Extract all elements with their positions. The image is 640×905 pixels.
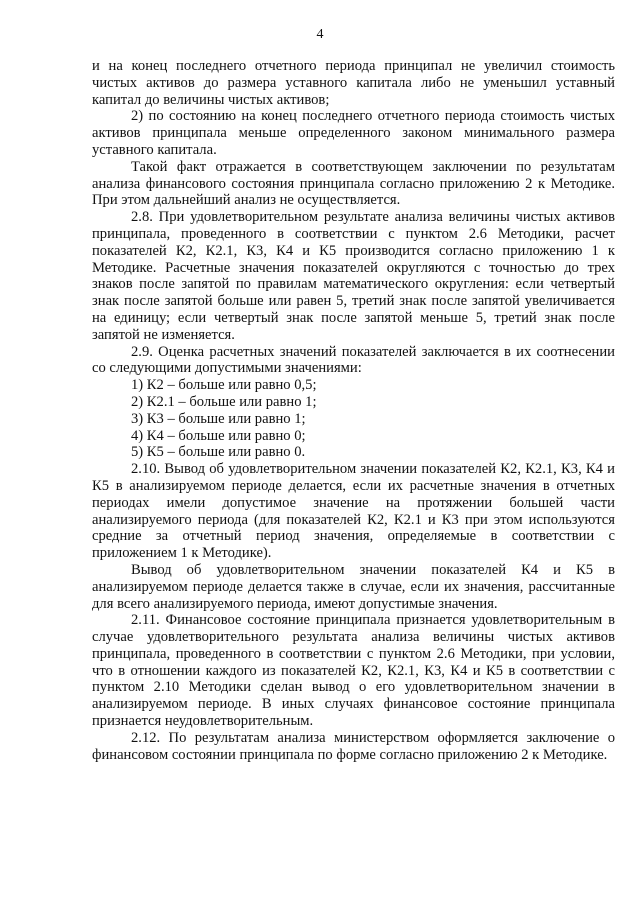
list-item: 4) К4 – больше или равно 0;: [131, 427, 306, 444]
paragraph-item-2: 2) по состоянию на конец последнего отчетного периода стоимость чистых активов принципала меньше определенного законом минимального размера уставного капитала.: [92, 108, 615, 158]
document-body: [92, 58, 615, 763]
list-item: 2) К2.1 – больше или равно 1;: [131, 393, 317, 410]
page-number: 4: [316, 27, 324, 42]
paragraph: Такой факт отражается в соответствующем заключении по результатам анализа финансового состояния принципала согласно приложению 2 к Методике. При этом дальнейший анализ не осуществляется.: [92, 158, 615, 209]
list-item: 1) К2 – больше или равно 0,5;: [131, 377, 317, 394]
paragraph-2-8: 2.8. При удовлетворительном результате анализа величины чистых активов принципала, проведенного в соответствии с пунктом 2.6 Методики, расчет показателей К2, К2.1, К3, К4 и К5 производится согласно приложению 1 к Методике. Расчетные значения показателей округляются с точностью до трех знаков после запятой по правилам математического округления: если четвертый знак после запятой больше или равен 5, третий знак после запятой увеличивается на единицу; если четвертый знак после запятой меньше 5, третий знак после запятой не изменяется.: [92, 209, 615, 343]
paragraph-2-9: 2.9. Оценка расчетных значений показателей заключается в их соотнесении со следующими допустимыми значениями:: [92, 343, 615, 377]
list-item: 5) К5 – больше или равно 0.: [131, 444, 306, 461]
list-item: 3) К3 – больше или равно 1;: [131, 410, 306, 427]
paragraph-continuation: и на конец последнего отчетного периода принципал не увеличил стоимость чистых активов до размера уставного капитала либо не уменьшил уставный капитал до величины чистых активов;: [92, 58, 615, 108]
paragraph-2-10: 2.10. Вывод об удовлетворительном значении показателей К2, К2.1, К3, К4 и К5 в анализируемом периоде делается, если их расчетные значения в отчетных периодах имели допустимое значение на протяжении большей части анализируемого периода (для показателей К2, К2.1 и К3 при этом используются средние за отчетный период значения, определяемые в соответствии с приложением 1 к Методике).: [92, 461, 615, 562]
paragraph-2-11: 2.11. Финансовое состояние принципала признается удовлетворительным в случае удовлетворительного результата анализа величины чистых активов принципала, проведенного в соответствии с пунктом 2.6 Методики, при условии, что в отношении каждого из показателей К2, К2.1, К3, К4 и К5 в соответствии с пунктом 2.10 Методики сделан вывод о его удовлетворительном значении в анализируемом периоде. В иных случаях финансовое состояние принципала признается неудовлетворительным.: [92, 612, 615, 730]
paragraph-2-12: 2.12. По результатам анализа министерством оформляется заключение о финансовом состоянии принципала по форме согласно приложению 2 к Методике.: [92, 729, 615, 763]
paragraph: Вывод об удовлетворительном значении показателей К4 и К5 в анализируемом периоде делается также в случае, если их значения, рассчитанные для всего анализируемого периода, имеют допустимые значения.: [92, 561, 615, 612]
